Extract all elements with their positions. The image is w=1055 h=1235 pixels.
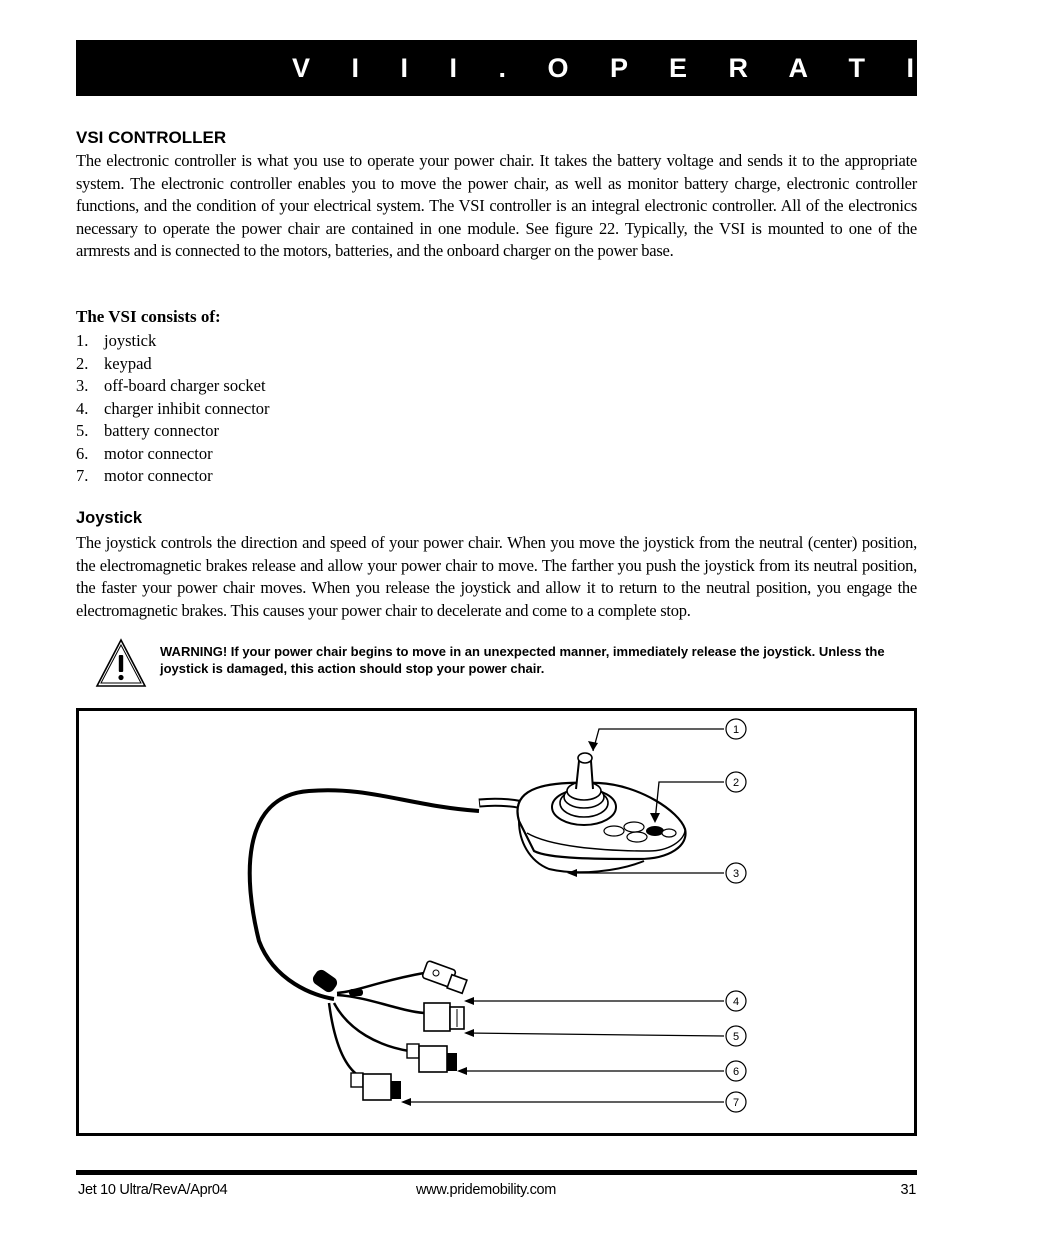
footer-website: www.pridemobility.com: [416, 1182, 557, 1198]
callout-2: [726, 772, 746, 792]
motor-connector-1: [407, 1044, 457, 1072]
callout-7: [726, 1092, 746, 1112]
branch-cable-battery: [337, 995, 424, 1013]
battery-connector: [424, 1003, 464, 1031]
controller-module: [517, 753, 685, 872]
callout-6: [726, 1061, 746, 1081]
callout-1: [726, 719, 746, 739]
vsi-components-list: [76, 330, 270, 488]
list-item: 2. keypad: [76, 353, 152, 373]
svg-text:4: 4: [732, 996, 740, 1008]
svg-text:7: 7: [732, 1097, 740, 1109]
section-header-title: V I I I . O P E R A T I O N: [292, 53, 1055, 83]
svg-text:2: 2: [732, 777, 740, 789]
svg-text:5: 5: [732, 1031, 740, 1043]
footer-page-number: 31: [900, 1182, 916, 1198]
joystick-heading: Joystick: [76, 509, 143, 527]
cable-splitter: [311, 968, 340, 995]
joystick-paragraph: The joystick controls the direction and speed of your power chair. When you move the joystick from the neutral (center) position, the electromagnetic brakes release and allow your power chair to move. The farther you push the joystick from its neutral position, the faster your power chair moves. When you release the joystick and allow it to return to the neutral position, you engage the electromagnetic brakes. This causes your power chair to decelerate and come to a complete stop.: [76, 533, 917, 620]
callout-4: [726, 991, 746, 1011]
svg-text:3: 3: [732, 868, 740, 880]
footer-document-id: Jet 10 Ultra/RevA/Apr04: [78, 1182, 228, 1198]
section-header-bar: [76, 40, 1055, 96]
vsi-consists-heading: The VSI consists of:: [76, 307, 221, 326]
warning-text: WARNING! If your power chair begins to move in an unexpected manner, immediately release the joystick. Unless the joystick is damaged, this action should stop your power chair.: [160, 644, 885, 676]
charger-inhibit-connector: [422, 960, 467, 993]
list-item: 4. charger inhibit connector: [76, 398, 270, 418]
list-item: 3. off-board charger socket: [76, 376, 266, 395]
motor-connector-2: [351, 1073, 401, 1100]
branch-cable-motor-1: [334, 1003, 409, 1051]
list-item: 6. motor connector: [76, 443, 213, 463]
warning-triangle-icon: [95, 638, 147, 688]
branch-cable-motor-2: [329, 1003, 359, 1076]
list-item: 5. battery connector: [76, 421, 219, 440]
vsi-figure: [76, 708, 917, 1136]
svg-text:6: 6: [732, 1066, 740, 1078]
vsi-controller-diagram: [79, 711, 914, 1133]
footer-rule: [76, 1170, 917, 1175]
vsi-controller-heading: VSI CONTROLLER: [76, 128, 227, 147]
list-item: 7. motor connector: [76, 466, 213, 485]
callout-3: [726, 863, 746, 883]
svg-text:1: 1: [732, 724, 740, 736]
list-item: 1. joystick: [76, 331, 157, 350]
vsi-intro-paragraph: The electronic controller is what you use to operate your power chair. It takes the battery voltage and sends it to the appropriate system. The electronic controller enables you to move the power chair, as well as monitor battery charge, electronic controller functions, and the condition of your electrical system. The VSI controller is an integral electronic controller. All of the electronics necessary to operate the power chair are contained in one module. See figure 22. Typically, the VSI is mounted to one of the armrests and is connected to the motors, batteries, and the onboard charger on the power base.: [76, 151, 917, 261]
callout-5: [726, 1026, 746, 1046]
